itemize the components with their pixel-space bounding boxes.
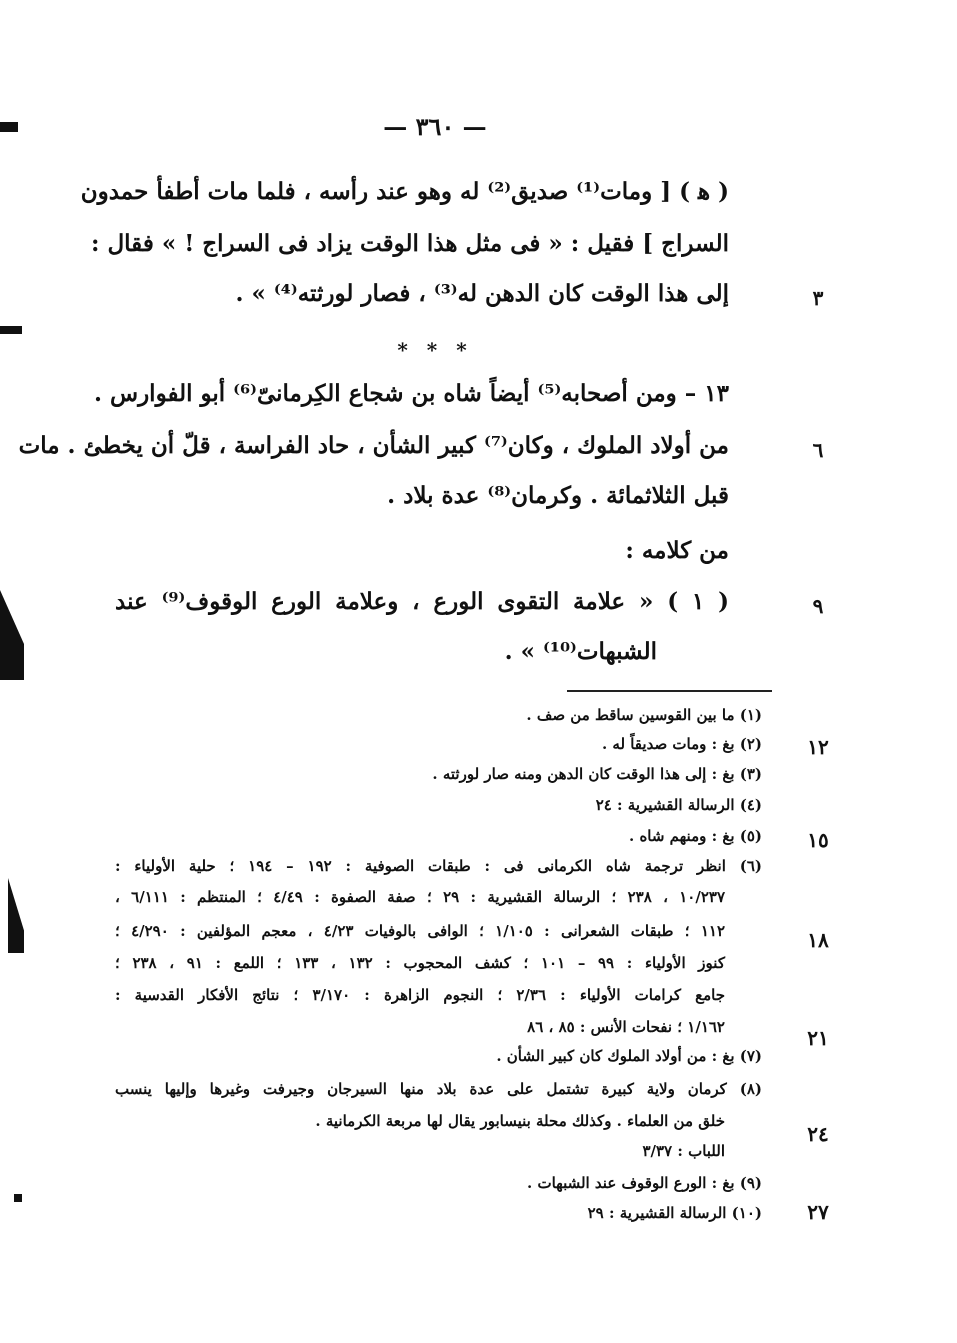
body-line-8: ( ١ ) « علامة التقوى الورع ، وعلامة الورع الوقوف⁽⁹⁾ عند bbox=[115, 588, 729, 615]
body-line-4: ١٣ – ومن أصحابه⁽⁵⁾ أيضاً شاه بن شجاع الكِرمانىّ⁽⁶⁾ أبو الفوارس . bbox=[93, 380, 729, 407]
footnote-8-cont-2: اللباب : ٣/٣٧ bbox=[642, 1142, 725, 1160]
footnote-6-cont-4: جامع كرامات الأولياء : ٢/٣٦ ؛ النجوم الزاهرة : ٣/١٧٠ ؛ نتائج الأفكار القدسية : bbox=[115, 986, 725, 1004]
footnote-line-number: ٢٧ bbox=[807, 1200, 829, 1224]
footnote-8: (٨) كرمان ولاية كبيرة تشتمل على عدة بلاد منها السيرجان وجيرفت وغيرها وإليها ينسب bbox=[115, 1080, 762, 1098]
scan-edge-mark bbox=[14, 1194, 22, 1202]
body-line-1: ( ﻫ ) [ ومات⁽¹⁾ صديق⁽²⁾ له وهو عند رأسه ، فلما مات أطفأ حمدون bbox=[80, 178, 729, 205]
scan-edge-mark bbox=[8, 878, 24, 953]
page-number: — ٣٦٠ — bbox=[383, 112, 487, 141]
footnote-3: (٣) بغ : إلى هذا الوقت كان الدهن ومنه صار لورثته . bbox=[432, 765, 762, 783]
footnote-6-cont-2: ١١٢ ؛ طبقات الشعرانى : ١/١٠٥ ؛ الوافى بالوفيات ٤/٢٣ ، معجم المؤلفين : ٤/٢٩٠ ؛ bbox=[115, 922, 726, 940]
footnote-6-cont-5: ١/١٦٢ ؛ نفحات الأنس : ٨٥ ، ٨٦ bbox=[527, 1018, 725, 1036]
footnote-line-number: ٢١ bbox=[807, 1026, 829, 1050]
body-line-number: ٩ bbox=[812, 594, 824, 618]
footnote-line-number: ١٢ bbox=[807, 735, 829, 759]
scan-edge-mark bbox=[0, 326, 22, 334]
body-line-2: السراج ] فقيل : « فى مثل هذا الوقت يزاد فى السراج ! » فقال : bbox=[90, 230, 729, 257]
footnote-6: (٦) انظر ترجمة شاه الكرمانى فى : طبقات الصوفية : ١٩٢ – ١٩٤ ؛ حلية الأولياء : bbox=[115, 857, 763, 875]
body-line-number: ٦ bbox=[812, 438, 824, 462]
footnote-line-number: ١٥ bbox=[807, 828, 829, 852]
body-line-3: إلى هذا الوقت كان الدهن له⁽³⁾ ، فصار لورثته⁽⁴⁾ » . bbox=[235, 280, 729, 307]
footnote-rule bbox=[567, 690, 772, 692]
body-line-7: من كلامه : bbox=[625, 537, 729, 564]
scan-edge-mark bbox=[0, 122, 18, 132]
footnote-2: (٢) بغ : ومات صديقاً له . bbox=[601, 735, 762, 753]
footnote-10: (١٠) الرسالة القشيرية : ٢٩ bbox=[587, 1204, 762, 1222]
body-line-6: قبل الثلاثمائة . وكرمان⁽⁸⁾ عدة بلاد . bbox=[387, 482, 729, 509]
footnote-8-cont-1: خلق من العلماء . وكذلك محلة بنيسابور يقال لها مربعة الكرمانية . bbox=[315, 1112, 725, 1130]
body-line-number: ٣ bbox=[812, 286, 824, 310]
body-line-5: من أولاد الملوك ، وكان⁽⁷⁾ كبير الشأن ، حاد الفراسة ، قلّ أن يخطئ . مات bbox=[18, 432, 729, 459]
footnote-line-number: ١٨ bbox=[807, 928, 829, 952]
footnote-6-cont-1: ١٠/٢٣٧ ، ٢٣٨ ؛ الرسالة القشيرية : ٢٩ ؛ صفة الصفوة : ٤/٤٩ ؛ المنتظم : ٦/١١١ ، bbox=[115, 888, 725, 906]
scan-edge-mark bbox=[0, 590, 24, 680]
footnote-6-cont-3: كنوز الأولياء : ٩٩ – ١٠١ ؛ كشف المحجوب : ١٣٢ ، ١٣٣ ؛ اللمع : ٩١ ، ٢٣٨ ؛ bbox=[115, 954, 725, 972]
footnote-5: (٥) بغ : ومنهم شاه . bbox=[629, 827, 762, 845]
footnote-line-number: ٢٤ bbox=[807, 1122, 829, 1146]
section-separator: * * * bbox=[397, 338, 473, 362]
footnote-7: (٧) بغ : من أولاد الملوك كان كبير الشأن . bbox=[496, 1047, 762, 1065]
body-line-9: الشبهات⁽¹⁰⁾ » . bbox=[504, 638, 657, 665]
footnote-9: (٩) بغ : الورع الوقوف عند الشبهات . bbox=[527, 1174, 762, 1192]
footnote-1: (١) ما بين القوسين ساقط من صف . bbox=[526, 706, 762, 724]
footnote-4: (٤) الرسالة القشيرية : ٢٤ bbox=[595, 796, 762, 814]
